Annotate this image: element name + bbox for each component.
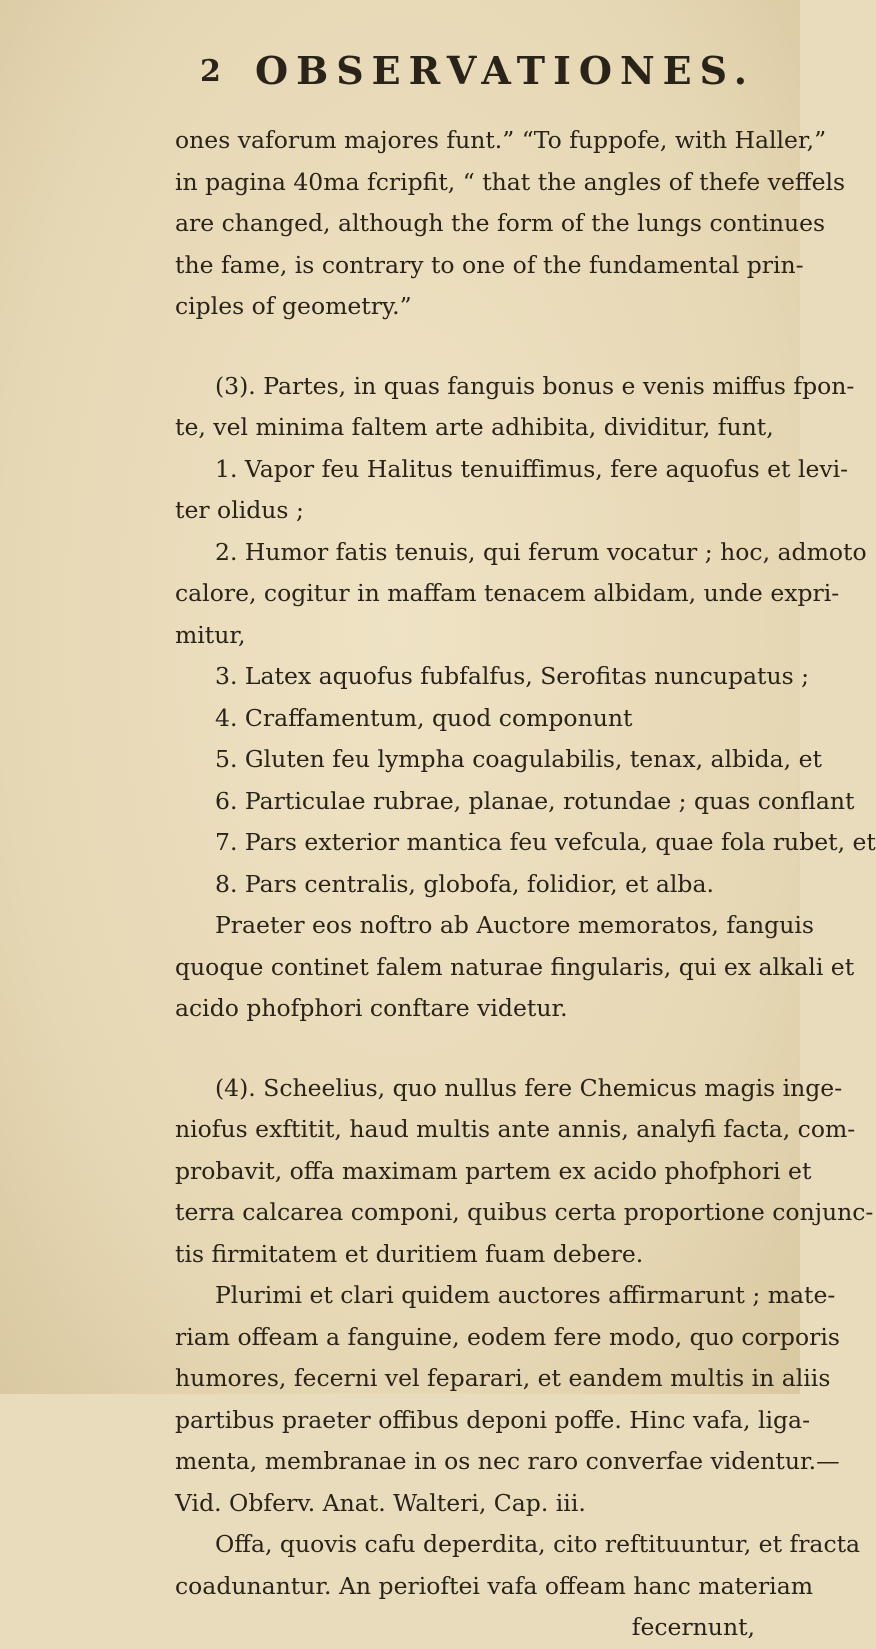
list-item-4: 4. Craffamentum, quod componunt [215,703,633,732]
text-line: menta, membranae in os nec raro converfae videntur.— [175,1447,840,1475]
text-line: acido phofphori conftare videtur. [175,994,568,1022]
list-item-1: 1. Vapor feu Halitus tenuiffimus, fere aquofus et levi- [215,454,849,483]
text-line: the fame, is contrary to one of the fundamental prin- [175,250,804,279]
list-item-2: 2. Humor fatis tenuis, qui ferum vocatur ; hoc, admoto [215,537,867,566]
text-line: ter olidus ; [175,496,304,524]
text-line: are changed, although the form of the lungs continues [175,209,826,237]
body-text [175,120,876,1649]
list-item-5: 5. Gluten feu lympha coagulabilis, tenax, albida, et [215,745,822,773]
text-line: Offa, quovis cafu deperdita, cito reftituuntur, et fracta [215,1530,861,1558]
list-item-8: 8. Pars centralis, globofa, folidior, et alba. [215,869,714,898]
catchword: fecernunt, [631,1613,755,1641]
text-line: in pagina 40ma fcripfit, “ that the angles of thefe veffels [175,167,846,196]
text-line: humores, fecerni vel feparari, et eandem multis in aliis [175,1364,831,1392]
text-line: ones vaforum majores funt.” “To fuppofe, with Haller,” [175,126,827,154]
text-line: ciples of geometry.” [175,292,412,320]
note-3-heading: (3). Partes, in quas fanguis bonus e venis miffus fpon- [215,371,855,400]
text-line: Praeter eos noftro ab Auctore memoratos, fanguis [215,911,814,939]
text-line: tis firmitatem et duritiem fuam debere. [175,1239,644,1268]
text-line: quoque continet falem naturae fingularis, qui ex alkali et [175,952,855,981]
text-line: probavit, offa maximam partem ex acido phofphori et [175,1156,812,1185]
text-line: mitur, [175,620,246,649]
quote-paragraph [175,120,846,328]
note-3 [175,366,876,1030]
text-line: niofus exftitit, haud multis ante annis, analyfi facta, com- [175,1115,856,1143]
text-line: coadunantur. An perioftei vafa offeam hanc materiam [175,1571,813,1600]
text-line: calore, cogitur in maffam tenacem albidam, unde expri- [175,579,840,607]
citation-line: Vid. Obferv. Anat. Walteri, Cap. iii. [175,1488,586,1517]
list-item-3: 3. Latex aquofus fubfalfus, Serofitas nuncupatus ; [215,662,810,690]
page-number: 2 [200,54,221,89]
text-line: riam offeam a fanguine, eodem fere modo, quo corporis [175,1322,840,1351]
text-line: te, vel minima faltem arte adhibita, dividitur, funt, [175,413,774,441]
text-line: partibus praeter offibus deponi poffe. Hinc vafa, liga- [175,1405,811,1434]
list-item-7: 7. Pars exterior mantica feu vefcula, quae fola rubet, et [215,828,876,856]
running-title: OBSERVATIONES. [255,48,755,93]
note-4-heading: (4). Scheelius, quo nullus fere Chemicus magis inge- [215,1073,843,1102]
note-4 [175,1068,874,1649]
text-line: terra calcarea componi, quibus certa proportione conjunc- [175,1198,874,1226]
list-item-6: 6. Particulae rubrae, planae, rotundae ; quas conflant [215,786,855,815]
text-line: Plurimi et clari quidem auctores affirmarunt ; mate- [215,1281,836,1309]
page-header [0,48,800,108]
